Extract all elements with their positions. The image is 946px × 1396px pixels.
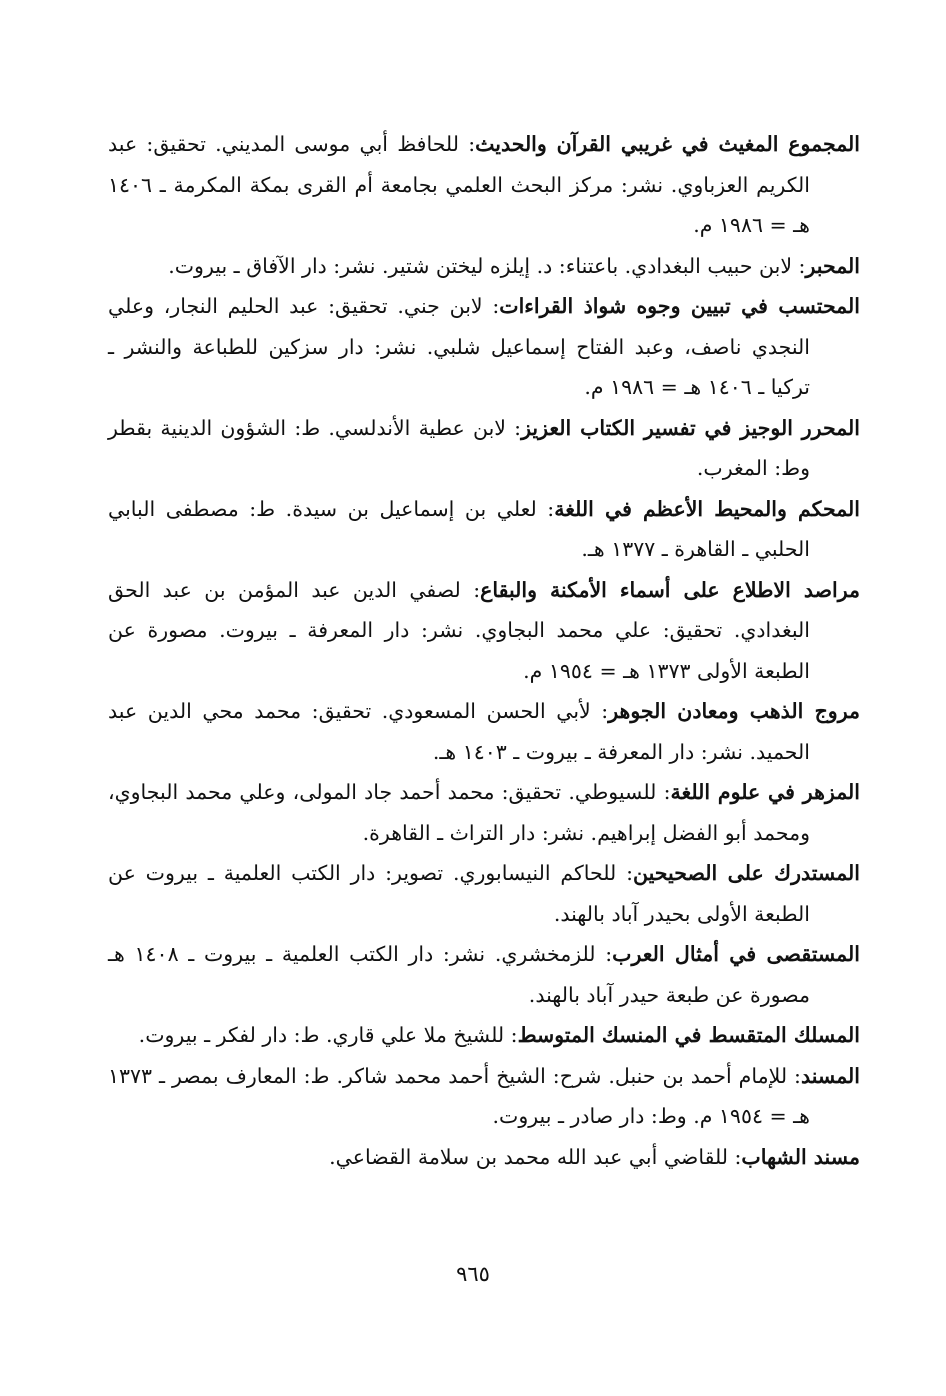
entry-title: مسند الشهاب [741, 1144, 860, 1169]
entry-title: المحرر الوجيز في تفسير الكتاب العزيز [521, 415, 860, 440]
entry-title: المستقصى في أمثال العرب [612, 942, 860, 966]
bibliography-entry [108, 570, 860, 692]
entry-title: مراصد الاطلاع على أسماء الأمكنة والبقاع [480, 577, 860, 602]
bibliography-entry [108, 1137, 860, 1178]
entry-details: : للإمام أحمد بن حنبل. شرح: الشيخ أحمد محمد شاكر. ط: المعارف بمصر ـ ١٣٧٣ هـ = ١٩٥٤ م. وط: دار صادر ـ بيروت. [108, 1063, 810, 1128]
entry-details: : للقاضي أبي عبد الله محمد بن سلامة القضاعي. [329, 1144, 742, 1169]
page-number: ٩٦٥ [456, 1262, 490, 1286]
bibliography-entry [108, 853, 860, 934]
bibliography-entry [108, 1056, 860, 1137]
bibliography-entry [108, 124, 860, 246]
entry-details: : للحافظ أبي موسى المديني. تحقيق: عبد الكريم العزباوي. نشر: مركز البحث العلمي بجامعة أم القرى بمكة المكرمة ـ ١٤٠٦ هـ = ١٩٨٦ م. [108, 132, 810, 237]
entry-title: المحتسب في تبيين وجوه شواذ القراءات [499, 294, 860, 318]
entry-title: المجموع المغيث في غريبي القرآن والحديث [475, 132, 860, 156]
bibliography-entry [108, 246, 860, 287]
bibliography-entry [108, 489, 860, 570]
entry-title: المحبر [805, 253, 860, 278]
entry-details: : للشيخ ملا علي قاري. ط: دار لفكر ـ بيروت. [138, 1023, 518, 1047]
entry-details: : لابن حبيب البغدادي. باعتناء: د. إيلزه ليختن شتير. نشر: دار الآفاق ـ بيروت. [168, 253, 806, 278]
entry-title: المحكم والمحيط الأعظم في اللغة [554, 496, 860, 521]
entry-title: المزهر في علوم اللغة [670, 780, 860, 804]
entry-title: المسند [800, 1063, 860, 1088]
entry-details: : لعلي بن إسماعيل بن سيدة. ط: مصطفى البابي الحلبي ـ القاهرة ـ ١٣٧٧ هـ. [108, 496, 810, 561]
bibliography-list [108, 124, 860, 1177]
bibliography-entry [108, 408, 860, 489]
entry-details: : للزمخشري. نشر: دار الكتب العلمية ـ بيروت ـ ١٤٠٨ هـ مصورة عن طبعة حيدر آباد بالهند. [108, 942, 810, 1007]
bibliography-entry [108, 286, 860, 408]
entry-details: : لأبي الحسن المسعودي. تحقيق: محمد محي الدين عبد الحميد. نشر: دار المعرفة ـ بيروت ـ ١٤٠٣ هـ. [108, 699, 810, 764]
entry-details: : لابن عطية الأندلسي. ط: الشؤون الدينية بقطر وط: المغرب. [108, 415, 810, 480]
bibliography-entry [108, 1015, 860, 1056]
entry-details: : لصفي الدين عبد المؤمن بن عبد الحق البغدادي. تحقيق: علي محمد البجاوي. نشر: دار المعرفة ـ بيروت. مصورة عن الطبعة الأولى ١٣٧٣ هـ = ١٩٥٤ م. [108, 577, 810, 683]
bibliography-entry [108, 934, 860, 1015]
entry-title: المسلك المتقسط في المنسك المتوسط [517, 1023, 860, 1047]
entry-details: : لابن جني. تحقيق: عبد الحليم النجار، وعلي النجدي ناصف، وعبد الفتاح إسماعيل شلبي. نشر: دار سزكين للطباعة والنشر ـ تركيا ـ ١٤٠٦ هـ = ١٩٨٦ م. [108, 294, 810, 399]
entry-title: مروج الذهب ومعادن الجوهر [608, 699, 860, 723]
entry-details: : للسيوطي. تحقيق: محمد أحمد جاد المولى، وعلي محمد البجاوي، ومحمد أبو الفضل إبراهيم. نشر: دار التراث ـ القاهرة. [108, 780, 810, 845]
bibliography-entry [108, 772, 860, 853]
entry-details: : للحاكم النيسابوري. تصوير: دار الكتب العلمية ـ بيروت عن الطبعة الأولى بحيدر آباد بالهند. [108, 861, 810, 926]
entry-title: المستدرك على الصحيحين [633, 861, 860, 885]
bibliography-entry [108, 691, 860, 772]
